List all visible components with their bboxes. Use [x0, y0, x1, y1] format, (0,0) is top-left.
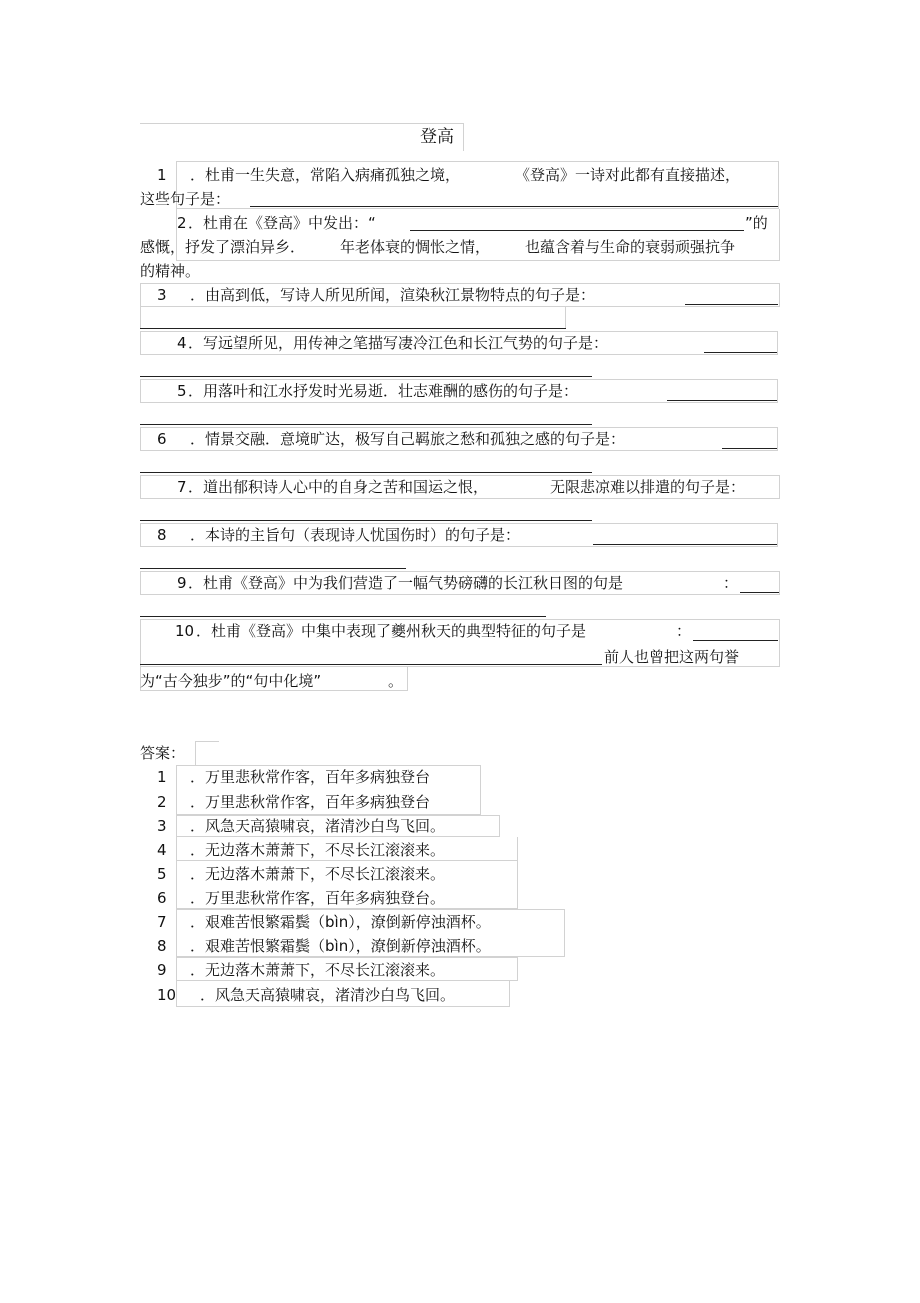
answer-text: ．万里悲秋常作客，百年多病独登台。: [190, 889, 446, 907]
question-text: 《登高》一诗对此都有直接描述，: [515, 166, 741, 184]
question-number: 8: [157, 526, 167, 544]
question-text: ：: [723, 574, 739, 592]
question-text: 年老体衰的惆怅之情，: [340, 238, 491, 256]
question-number: 1: [157, 166, 167, 184]
answer-text: ．无边落木萧萧下，不尽长江滚滚来。: [190, 841, 446, 859]
answer-blank[interactable]: [410, 230, 744, 231]
answer-blank[interactable]: [693, 640, 778, 641]
question-number: 6: [157, 430, 167, 448]
question-text: ．杜甫在《登高》中发出：“: [188, 214, 376, 232]
question-number: 4: [177, 334, 187, 352]
question-number: 2: [177, 214, 187, 232]
question-text: 为“古今独步”的“句中化境”: [140, 672, 322, 690]
question-number: 7: [177, 478, 187, 496]
answer-text: ．艰难苦恨繁霜鬓（bìn），潦倒新停浊酒杯。: [190, 937, 491, 955]
question-text: ．杜甫一生失意，常陷入病痛孤独之境，: [190, 166, 461, 184]
question-text: ．本诗的主旨句（表现诗人忧国伤时）的句子是：: [190, 526, 521, 544]
answer-number: 4: [157, 841, 167, 859]
question-text: 的精神。: [140, 262, 201, 280]
question-number: 10: [175, 622, 195, 640]
question-text: ．道出郁积诗人心中的自身之苦和国运之恨，: [188, 478, 489, 496]
answer-text: ．风急天高猿啸哀，渚清沙白鸟飞回。: [200, 986, 456, 1004]
answer-text: ．艰难苦恨繁霜鬓（bìn），潦倒新停浊酒杯。: [190, 913, 491, 931]
scan-box: [195, 741, 219, 765]
answer-number: 10: [157, 986, 177, 1004]
answer-text: ．风急天高猿啸哀，渚清沙白鸟飞回。: [190, 817, 446, 835]
question-text: ．用落叶和江水抒发时光易逝．壮志难酬的感伤的句子是：: [188, 382, 579, 400]
answer-number: 3: [157, 817, 167, 835]
answer-number: 1: [157, 768, 167, 786]
answer-blank[interactable]: [140, 376, 592, 377]
question-text: 无限悲凉难以排遣的句子是：: [550, 478, 746, 496]
answer-blank[interactable]: [704, 352, 777, 353]
scan-box: [140, 123, 464, 151]
question-number: 5: [177, 382, 187, 400]
scan-box: [140, 307, 566, 329]
answer-blank[interactable]: [593, 544, 777, 545]
question-text: 也蕴含着与生命的衰弱顽强抗争: [525, 238, 736, 256]
answer-blank[interactable]: [140, 664, 602, 665]
answer-text: ．无边落木萧萧下，不尽长江滚滚来。: [190, 865, 446, 883]
question-text: ．写远望所见，用传神之笔描写凄冷江色和长江气势的句子是：: [188, 334, 609, 352]
answer-number: 8: [157, 937, 167, 955]
answer-number: 9: [157, 961, 167, 979]
answer-blank[interactable]: [685, 304, 778, 305]
answer-blank[interactable]: [740, 592, 779, 593]
answer-blank[interactable]: [667, 400, 777, 401]
question-text: 前人也曾把这两句誉: [604, 648, 740, 666]
answer-blank[interactable]: [140, 520, 592, 521]
answer-blank[interactable]: [722, 448, 777, 449]
answer-text: ．无边落木萧萧下，不尽长江滚滚来。: [190, 961, 446, 979]
answer-blank[interactable]: [140, 472, 592, 473]
answer-text: ．万里悲秋常作客，百年多病独登台: [190, 768, 431, 786]
question-text: 。: [388, 672, 404, 690]
answer-number: 5: [157, 865, 167, 883]
question-number: 3: [157, 286, 167, 304]
answers-label: 答案：: [140, 744, 186, 762]
answer-blank[interactable]: [140, 328, 566, 329]
question-text: 感慨，抒发了漂泊异乡．: [140, 238, 306, 256]
question-text: ”的: [745, 214, 768, 232]
answer-blank[interactable]: [140, 616, 546, 617]
answer-number: 6: [157, 889, 167, 907]
question-number: 9: [177, 574, 187, 592]
answer-blank[interactable]: [140, 424, 592, 425]
page-title: 登高: [420, 127, 454, 147]
answer-text: ．万里悲秋常作客，百年多病独登台: [190, 793, 431, 811]
answer-number: 7: [157, 913, 167, 931]
question-text: ：: [676, 622, 692, 640]
question-text: ．由高到低，写诗人所见所闻，渲染秋江景物特点的句子是：: [190, 286, 596, 304]
answer-blank[interactable]: [250, 206, 778, 207]
question-text: 这些句子是：: [140, 190, 231, 208]
answer-number: 2: [157, 793, 167, 811]
question-text: ．杜甫《登高》中集中表现了夔州秋天的典型特征的句子是: [196, 622, 587, 640]
answer-blank[interactable]: [140, 568, 406, 569]
question-text: ．情景交融．意境旷达，极写自己羁旅之愁和孤独之感的句子是：: [190, 430, 626, 448]
question-text: ．杜甫《登高》中为我们营造了一幅气势磅礴的长江秋日图的句是: [188, 574, 624, 592]
